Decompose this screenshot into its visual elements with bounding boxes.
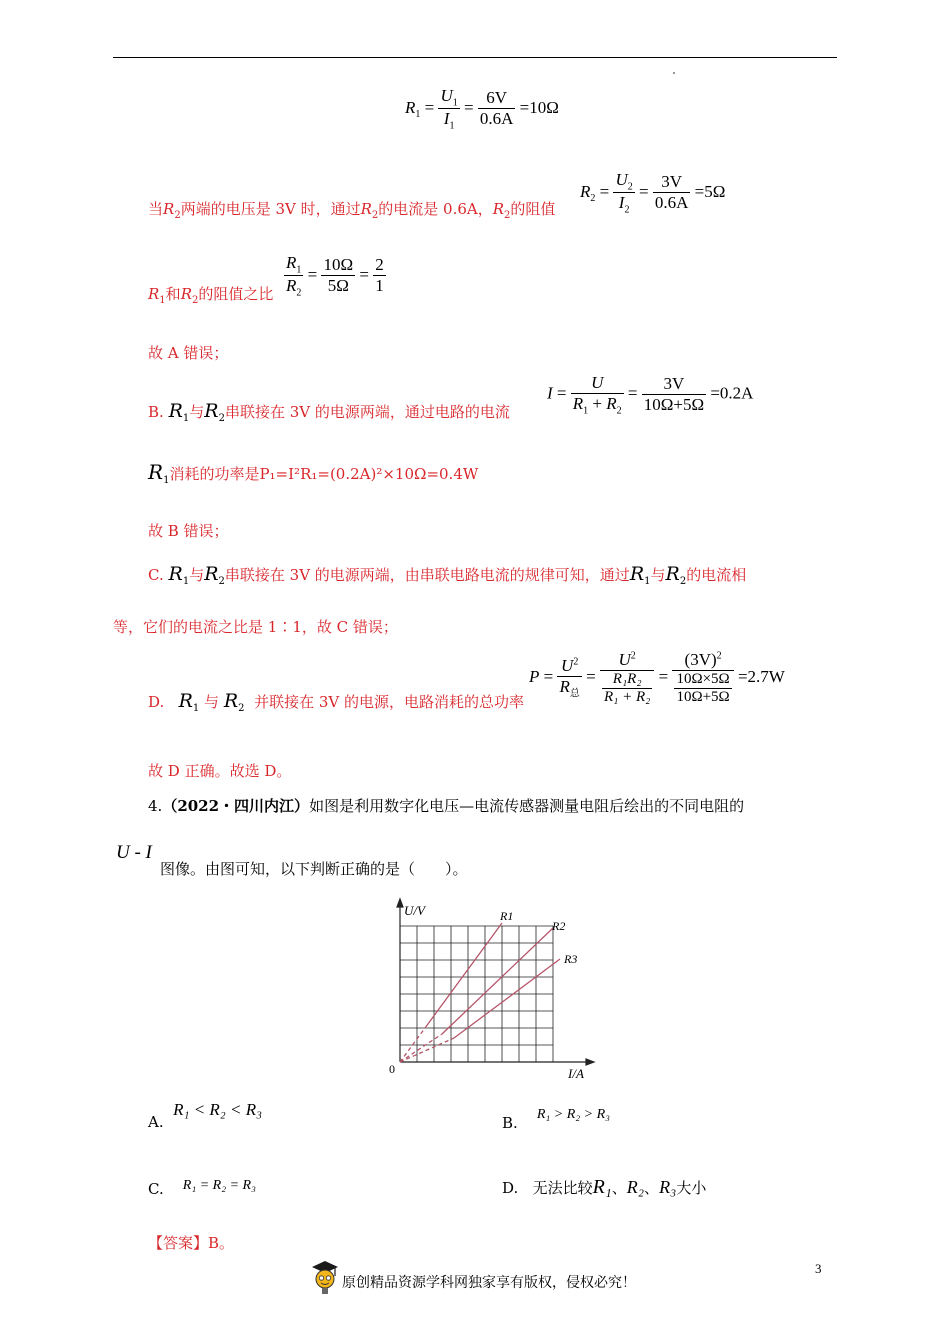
- option-c-explanation: C. $R_1$与$R_2$串联接在 3V 的电源两端，由串联电路电流的规律可知，通过$R_1$与$R_2$的电流相: [148, 563, 747, 587]
- equation-r2: $R_2$ = $\frac{U_2}{I_2}$ = $\frac{3V}{0.6A}$ =5Ω: [580, 170, 726, 216]
- header-rule: [113, 57, 837, 58]
- option-b-explanation: B. $R_1$与$R_2$串联接在 3V 的电源两端，通过电路的电流: [148, 400, 510, 424]
- line-r2: [400, 1034, 442, 1062]
- graph-grid: [400, 926, 553, 1062]
- option-a: A. R₁ < R₂ < R₃: [148, 1100, 262, 1131]
- x-axis-label: I/A: [568, 1066, 584, 1081]
- header-dot: [673, 72, 675, 74]
- label-r2: R2: [552, 919, 566, 933]
- option-d: D. 无法比较R₁、R₂、R₃大小: [502, 1176, 707, 1198]
- label-r3: R3: [564, 952, 578, 966]
- conclusion-a: 故 A 错误；: [148, 344, 229, 362]
- equation-power: P = $\frac{U^2}{R_总}$ = $\frac{U^2}{\frac{\text{R₁R₂}}{\text{R₁ + R₂}}}$ = $\frac{(3V)^2}{\frac{10\Omega\times 5\Omega}{10\Omega+5\Omega}}$ =2.7W: [529, 650, 785, 705]
- equation-current: I = $\frac{U}{R_1 + R_2}$ = $\frac{3V}{10\Omega+5\Omega}$ =0.2A: [547, 373, 754, 417]
- label-r1: R1: [500, 909, 514, 923]
- footer-copyright: 原创精品资源学科网独家享有版权，侵权必究！: [342, 1275, 636, 1291]
- mascot-icon: [311, 1259, 339, 1295]
- origin-label: 0: [389, 1062, 395, 1076]
- power-line: $R_1$消耗的功率是P₁=I²R₁=(0.2A)²×10Ω=0.4W: [148, 460, 479, 486]
- y-axis-label: U/V: [404, 903, 425, 918]
- r2-resistance-line: 当$R_2$两端的电压是 3V 时，通过$R_2$的电流是 0.6A，$R_2$的阻值: [148, 200, 556, 221]
- option-b: B. R₁ > R₂ > R₃: [502, 1107, 611, 1132]
- answer: 【答案】B。: [148, 1234, 235, 1252]
- equation-ratio: $\frac{R_1}{R_2}$ = $\frac{10\Omega}{5\Omega}$ = $\frac{2}{1}$: [286, 253, 384, 299]
- line-r3-solid: [454, 959, 560, 1038]
- conclusion-b: 故 B 错误；: [148, 522, 229, 540]
- ratio-line: $R_1$和$R_2$的阻值之比: [148, 285, 274, 306]
- line-r1-solid: [425, 923, 502, 1028]
- option-d-explanation: D. $R_1$ 与 $R_2$ 并联接在 3V 的电源，电路消耗的总功率: [148, 690, 524, 714]
- page-number: 3: [815, 1261, 822, 1276]
- question-4: 4.（2022・四川内江）如图是利用数字化电压—电流传感器测量电阻后绘出的不同电阻的: [148, 797, 745, 815]
- ui-label: U - I: [116, 842, 152, 863]
- equation-r1: $R_1$ = $\frac{U_1}{I_1}$ = $\frac{6V}{0.6A}$ =10Ω: [405, 86, 559, 132]
- conclusion-d: 故 D 正确。故选 D。: [148, 762, 292, 780]
- question-4-line2: 图像。由图可知，以下判断正确的是（ ）。: [160, 860, 468, 878]
- ui-graph: [380, 895, 600, 1085]
- option-c: C. R₁ = R₂ = R₃: [148, 1178, 256, 1198]
- option-c-line2: 等，它们的电流之比是 1∶1，故 C 错误；: [113, 618, 398, 636]
